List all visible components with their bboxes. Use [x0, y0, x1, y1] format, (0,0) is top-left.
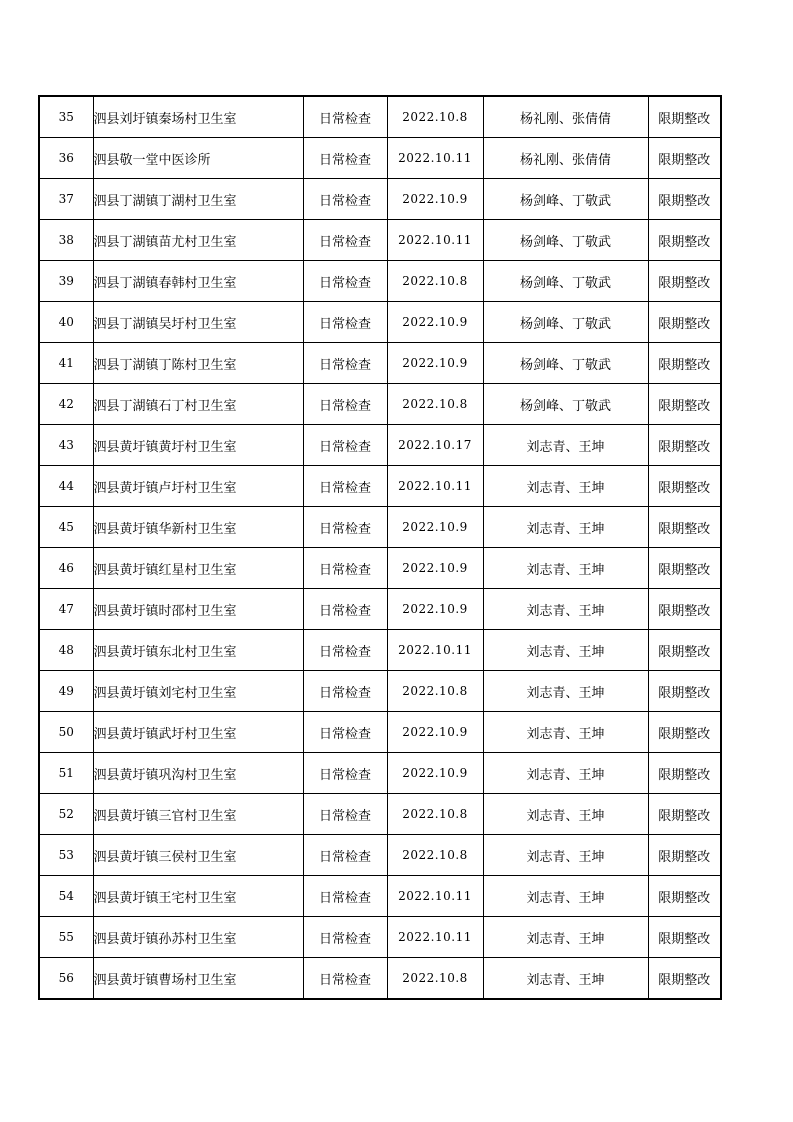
inspection-type-cell: 日常检查	[303, 179, 387, 220]
inspection-date-cell: 2022.10.11	[387, 220, 483, 261]
institution-name-cell: 泗县黄圩镇黄圩村卫生室	[93, 425, 303, 466]
table-row	[39, 220, 721, 261]
row-number-cell: 47	[39, 589, 93, 630]
table-row	[39, 671, 721, 712]
inspection-date-cell: 2022.10.9	[387, 589, 483, 630]
institution-name-cell: 泗县黄圩镇王宅村卫生室	[93, 876, 303, 917]
institution-name-cell: 泗县黄圩镇刘宅村卫生室	[93, 671, 303, 712]
table-row	[39, 425, 721, 466]
inspection-date-cell: 2022.10.9	[387, 302, 483, 343]
inspectors-cell: 刘志青、王坤	[483, 589, 648, 630]
inspectors-cell: 刘志青、王坤	[483, 671, 648, 712]
institution-name-cell: 泗县黄圩镇时邵村卫生室	[93, 589, 303, 630]
institution-name-cell: 泗县黄圩镇巩沟村卫生室	[93, 753, 303, 794]
table-row	[39, 384, 721, 425]
row-number-cell: 48	[39, 630, 93, 671]
institution-name-cell: 泗县丁湖镇石丁村卫生室	[93, 384, 303, 425]
inspection-date-cell: 2022.10.9	[387, 753, 483, 794]
inspection-type-cell: 日常检查	[303, 384, 387, 425]
inspection-date-cell: 2022.10.8	[387, 261, 483, 302]
row-number-cell: 36	[39, 138, 93, 179]
result-cell: 限期整改	[648, 302, 721, 343]
row-number-cell: 51	[39, 753, 93, 794]
result-cell: 限期整改	[648, 466, 721, 507]
inspection-type-cell: 日常检查	[303, 138, 387, 179]
inspection-type-cell: 日常检查	[303, 302, 387, 343]
inspectors-cell: 刘志青、王坤	[483, 794, 648, 835]
row-number-cell: 49	[39, 671, 93, 712]
result-cell: 限期整改	[648, 261, 721, 302]
result-cell: 限期整改	[648, 794, 721, 835]
inspection-date-cell: 2022.10.17	[387, 425, 483, 466]
row-number-cell: 52	[39, 794, 93, 835]
inspection-date-cell: 2022.10.8	[387, 835, 483, 876]
institution-name-cell: 泗县丁湖镇丁陈村卫生室	[93, 343, 303, 384]
row-number-cell: 45	[39, 507, 93, 548]
inspection-date-cell: 2022.10.11	[387, 876, 483, 917]
result-cell: 限期整改	[648, 753, 721, 794]
inspection-type-cell: 日常检查	[303, 548, 387, 589]
row-number-cell: 54	[39, 876, 93, 917]
inspection-type-cell: 日常检查	[303, 835, 387, 876]
table-row	[39, 302, 721, 343]
inspection-date-cell: 2022.10.8	[387, 96, 483, 138]
row-number-cell: 55	[39, 917, 93, 958]
inspection-type-cell: 日常检查	[303, 958, 387, 1000]
row-number-cell: 44	[39, 466, 93, 507]
row-number-cell: 37	[39, 179, 93, 220]
institution-name-cell: 泗县黄圩镇武圩村卫生室	[93, 712, 303, 753]
result-cell: 限期整改	[648, 425, 721, 466]
institution-name-cell: 泗县黄圩镇华新村卫生室	[93, 507, 303, 548]
inspectors-cell: 刘志青、王坤	[483, 466, 648, 507]
row-number-cell: 41	[39, 343, 93, 384]
result-cell: 限期整改	[648, 96, 721, 138]
inspection-date-cell: 2022.10.11	[387, 466, 483, 507]
institution-name-cell: 泗县黄圩镇红星村卫生室	[93, 548, 303, 589]
table-row	[39, 138, 721, 179]
result-cell: 限期整改	[648, 548, 721, 589]
institution-name-cell: 泗县黄圩镇曹场村卫生室	[93, 958, 303, 1000]
row-number-cell: 35	[39, 96, 93, 138]
table-row	[39, 917, 721, 958]
institution-name-cell: 泗县刘圩镇秦场村卫生室	[93, 96, 303, 138]
row-number-cell: 50	[39, 712, 93, 753]
table-row	[39, 548, 721, 589]
inspection-date-cell: 2022.10.8	[387, 794, 483, 835]
inspectors-cell: 杨剑峰、丁敬武	[483, 384, 648, 425]
inspectors-cell: 刘志青、王坤	[483, 917, 648, 958]
institution-name-cell: 泗县黄圩镇三侯村卫生室	[93, 835, 303, 876]
result-cell: 限期整改	[648, 589, 721, 630]
inspection-date-cell: 2022.10.9	[387, 712, 483, 753]
result-cell: 限期整改	[648, 835, 721, 876]
inspectors-cell: 杨礼刚、张倩倩	[483, 138, 648, 179]
row-number-cell: 46	[39, 548, 93, 589]
inspection-date-cell: 2022.10.11	[387, 917, 483, 958]
row-number-cell: 40	[39, 302, 93, 343]
institution-name-cell: 泗县黄圩镇孙苏村卫生室	[93, 917, 303, 958]
result-cell: 限期整改	[648, 671, 721, 712]
table-row	[39, 179, 721, 220]
institution-name-cell: 泗县敬一堂中医诊所	[93, 138, 303, 179]
table-row	[39, 876, 721, 917]
inspectors-cell: 刘志青、王坤	[483, 630, 648, 671]
table-row	[39, 958, 721, 1000]
institution-name-cell: 泗县黄圩镇三官村卫生室	[93, 794, 303, 835]
inspection-type-cell: 日常检查	[303, 507, 387, 548]
inspection-date-cell: 2022.10.9	[387, 548, 483, 589]
result-cell: 限期整改	[648, 384, 721, 425]
inspectors-cell: 刘志青、王坤	[483, 876, 648, 917]
table-row	[39, 261, 721, 302]
row-number-cell: 53	[39, 835, 93, 876]
table-row	[39, 835, 721, 876]
institution-name-cell: 泗县黄圩镇卢圩村卫生室	[93, 466, 303, 507]
inspection-type-cell: 日常检查	[303, 466, 387, 507]
inspection-date-cell: 2022.10.9	[387, 179, 483, 220]
inspectors-cell: 杨礼刚、张倩倩	[483, 96, 648, 138]
row-number-cell: 39	[39, 261, 93, 302]
table-row	[39, 507, 721, 548]
inspectors-cell: 刘志青、王坤	[483, 753, 648, 794]
inspection-type-cell: 日常检查	[303, 917, 387, 958]
table-row	[39, 753, 721, 794]
inspection-date-cell: 2022.10.8	[387, 671, 483, 712]
institution-name-cell: 泗县丁湖镇丁湖村卫生室	[93, 179, 303, 220]
inspection-type-cell: 日常检查	[303, 876, 387, 917]
inspection-date-cell: 2022.10.11	[387, 630, 483, 671]
inspection-type-cell: 日常检查	[303, 794, 387, 835]
table-row	[39, 630, 721, 671]
inspection-type-cell: 日常检查	[303, 343, 387, 384]
inspection-date-cell: 2022.10.8	[387, 384, 483, 425]
inspection-type-cell: 日常检查	[303, 96, 387, 138]
row-number-cell: 43	[39, 425, 93, 466]
institution-name-cell: 泗县丁湖镇吴圩村卫生室	[93, 302, 303, 343]
result-cell: 限期整改	[648, 917, 721, 958]
inspection-type-cell: 日常检查	[303, 425, 387, 466]
inspection-type-cell: 日常检查	[303, 630, 387, 671]
result-cell: 限期整改	[648, 958, 721, 1000]
result-cell: 限期整改	[648, 507, 721, 548]
row-number-cell: 56	[39, 958, 93, 1000]
inspection-date-cell: 2022.10.9	[387, 507, 483, 548]
result-cell: 限期整改	[648, 138, 721, 179]
inspectors-cell: 刘志青、王坤	[483, 507, 648, 548]
table-row	[39, 343, 721, 384]
institution-name-cell: 泗县丁湖镇春韩村卫生室	[93, 261, 303, 302]
result-cell: 限期整改	[648, 343, 721, 384]
table-row	[39, 794, 721, 835]
table-row	[39, 589, 721, 630]
result-cell: 限期整改	[648, 630, 721, 671]
inspectors-cell: 刘志青、王坤	[483, 835, 648, 876]
inspection-type-cell: 日常检查	[303, 261, 387, 302]
table-row	[39, 96, 721, 138]
result-cell: 限期整改	[648, 220, 721, 261]
inspection-date-cell: 2022.10.9	[387, 343, 483, 384]
row-number-cell: 42	[39, 384, 93, 425]
table-body	[39, 96, 721, 999]
inspectors-cell: 杨剑峰、丁敬武	[483, 302, 648, 343]
inspection-type-cell: 日常检查	[303, 712, 387, 753]
inspection-type-cell: 日常检查	[303, 671, 387, 712]
institution-name-cell: 泗县丁湖镇苗尤村卫生室	[93, 220, 303, 261]
table-row	[39, 712, 721, 753]
inspectors-cell: 杨剑峰、丁敬武	[483, 261, 648, 302]
inspectors-cell: 刘志青、王坤	[483, 958, 648, 1000]
result-cell: 限期整改	[648, 712, 721, 753]
inspectors-cell: 刘志青、王坤	[483, 548, 648, 589]
inspectors-cell: 杨剑峰、丁敬武	[483, 179, 648, 220]
inspection-type-cell: 日常检查	[303, 589, 387, 630]
inspection-date-cell: 2022.10.11	[387, 138, 483, 179]
inspectors-cell: 刘志青、王坤	[483, 712, 648, 753]
inspectors-cell: 杨剑峰、丁敬武	[483, 343, 648, 384]
result-cell: 限期整改	[648, 876, 721, 917]
inspection-date-cell: 2022.10.8	[387, 958, 483, 1000]
institution-name-cell: 泗县黄圩镇东北村卫生室	[93, 630, 303, 671]
inspection-type-cell: 日常检查	[303, 220, 387, 261]
table-row	[39, 466, 721, 507]
inspectors-cell: 杨剑峰、丁敬武	[483, 220, 648, 261]
inspectors-cell: 刘志青、王坤	[483, 425, 648, 466]
inspection-table	[38, 95, 722, 1000]
row-number-cell: 38	[39, 220, 93, 261]
result-cell: 限期整改	[648, 179, 721, 220]
inspection-type-cell: 日常检查	[303, 753, 387, 794]
